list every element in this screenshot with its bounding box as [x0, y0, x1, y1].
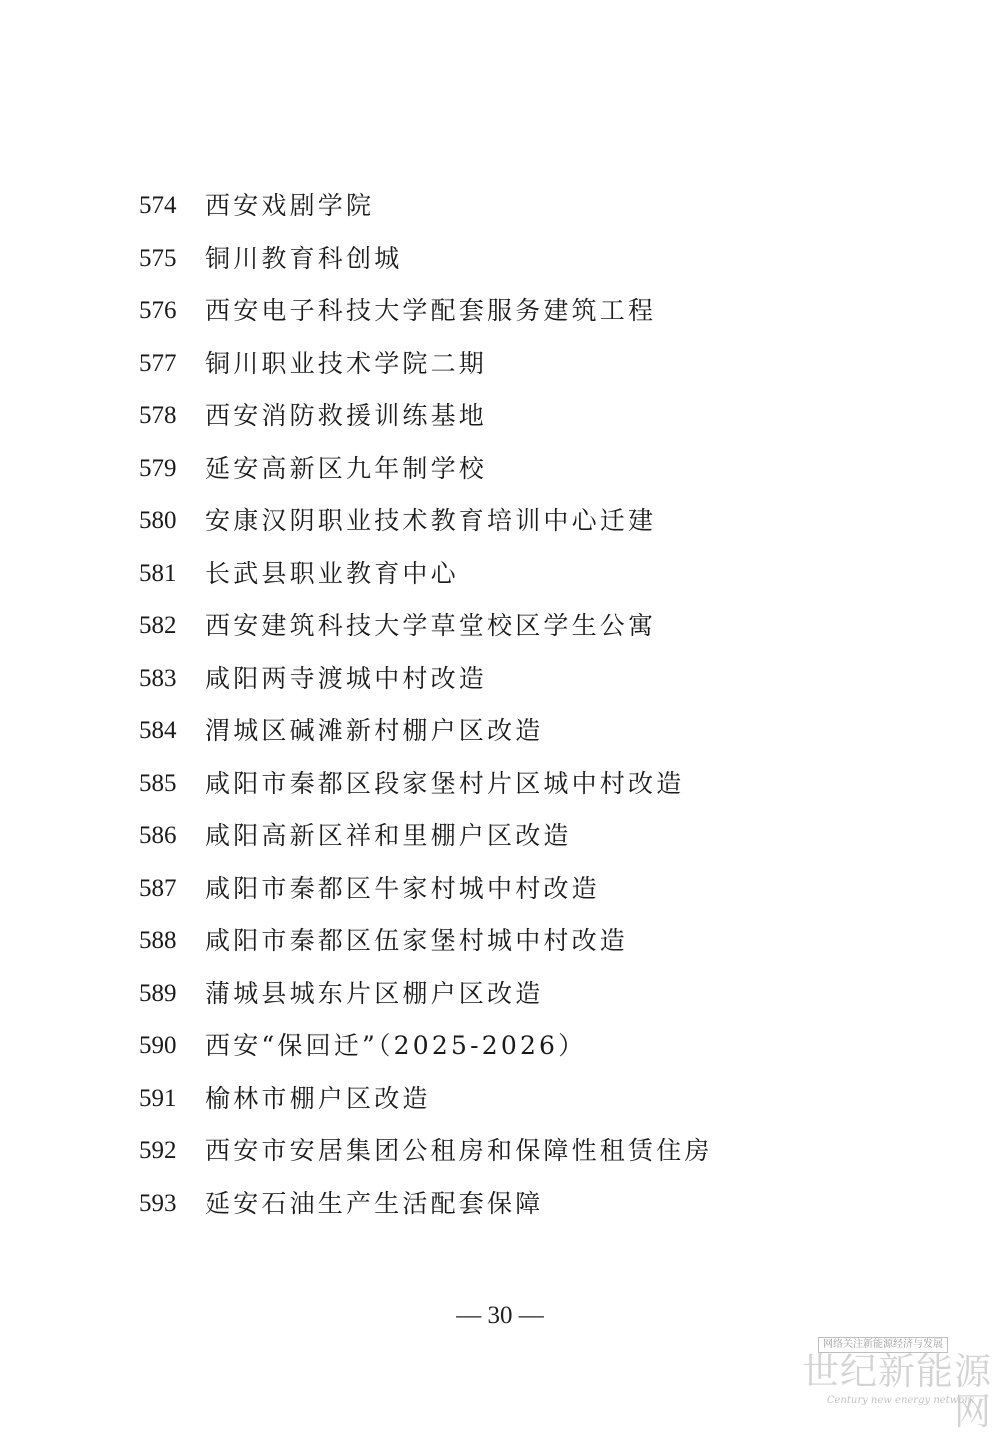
watermark-logo: 世纪新能源网	[802, 1350, 992, 1433]
item-number: 586	[139, 822, 177, 849]
item-name: 西安“保回迁”（2025-2026）	[205, 1031, 587, 1060]
item-number: 580	[139, 507, 177, 534]
item-name: 蒲城县城东片区棚户区改造	[205, 978, 544, 1008]
list-item	[139, 495, 899, 548]
item-number: 584	[139, 717, 177, 744]
item-number: 574	[139, 192, 177, 219]
list-item	[139, 180, 899, 233]
item-number: 590	[139, 1032, 177, 1059]
watermark-tagline: 网络关注新能源经济与发展	[818, 1337, 948, 1353]
item-name: 榆林市棚户区改造	[205, 1083, 431, 1113]
item-number: 577	[139, 349, 177, 377]
item-number: 583	[139, 664, 177, 692]
item-name: 咸阳市秦都区牛家村城中村改造	[205, 873, 600, 903]
item-name: 西安消防救援训练基地	[205, 401, 488, 430]
item-name: 延安石油生产生活配套保障	[205, 1188, 544, 1218]
project-list	[139, 180, 899, 1230]
item-name: 长武县职业教育中心	[205, 558, 459, 588]
item-name: 咸阳市秦都区伍家堡村城中村改造	[205, 926, 629, 955]
item-number: 593	[139, 1189, 177, 1217]
watermark-subtitle: Century new energy network	[826, 1395, 976, 1406]
item-number: 589	[139, 979, 177, 1007]
item-name: 铜川职业技术学院二期	[205, 348, 488, 378]
page-number: — 30 —	[456, 1302, 544, 1329]
item-name: 西安建筑科技大学草堂校区学生公寓	[205, 611, 657, 640]
item-name: 咸阳市秦都区段家堡村片区城中村改造	[205, 768, 685, 798]
list-item	[139, 705, 899, 758]
item-name: 西安市安居集团公租房和保障性租赁住房	[205, 1136, 713, 1165]
item-name: 安康汉阴职业技术教育培训中心迁建	[205, 506, 657, 535]
list-item	[139, 653, 899, 706]
item-name: 咸阳两寺渡城中村改造	[205, 663, 488, 693]
list-item	[139, 443, 899, 496]
item-number: 579	[139, 454, 177, 482]
list-item	[139, 548, 899, 601]
item-name: 渭城区碱滩新村棚户区改造	[205, 716, 544, 745]
list-item	[139, 968, 899, 1021]
item-number: 592	[139, 1137, 177, 1164]
list-item	[139, 863, 899, 916]
item-name: 咸阳高新区祥和里棚户区改造	[205, 821, 572, 850]
item-number: 585	[139, 769, 177, 797]
item-name: 西安电子科技大学配套服务建筑工程	[205, 296, 657, 325]
list-item	[139, 338, 899, 391]
item-name: 西安戏剧学院	[205, 191, 375, 220]
list-item	[139, 1073, 899, 1126]
item-number: 588	[139, 927, 177, 954]
list-item	[139, 285, 899, 338]
item-number: 576	[139, 297, 177, 324]
item-number: 582	[139, 612, 177, 639]
list-item	[139, 810, 899, 863]
list-item	[139, 600, 899, 653]
item-number: 581	[139, 559, 177, 587]
list-item	[139, 758, 899, 811]
item-name: 延安高新区九年制学校	[205, 453, 488, 483]
list-item	[139, 1020, 899, 1073]
list-item	[139, 233, 899, 286]
list-item	[139, 915, 899, 968]
item-name: 铜川教育科创城	[205, 243, 403, 273]
list-item	[139, 1178, 899, 1231]
list-item	[139, 390, 899, 443]
item-number: 575	[139, 244, 177, 272]
list-item	[139, 1125, 899, 1178]
item-number: 587	[139, 874, 177, 902]
item-number: 578	[139, 402, 177, 429]
item-number: 591	[139, 1084, 177, 1112]
